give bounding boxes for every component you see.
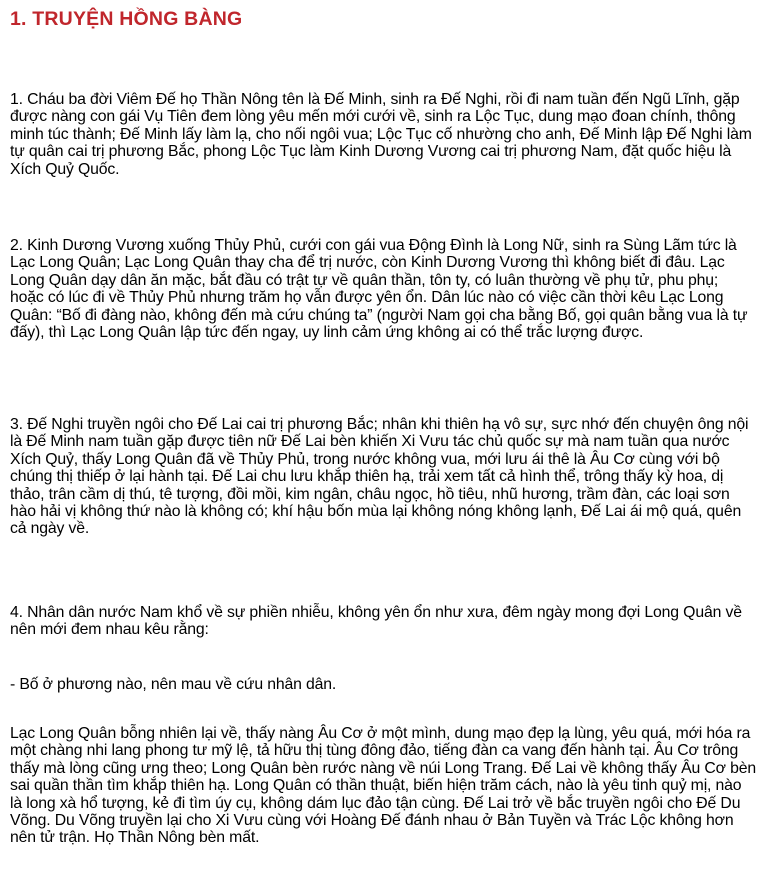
paragraph-3: 3. Đế Nghi truyền ngôi cho Đế Lai cai trị phương Bắc; nhân khi thiên hạ vô sự, sực nhớ đến chuyện ông nội là Đế Minh nam tuần gặp được tiên nữ Đế Lai bèn khiến Xi Vưu tác chủ quốc sự mà nam tuần qua nước Xích Quỷ, thấy Long Quân đã về Thủy Phủ, trong nước không vua, mới lưu ái thê là Âu Cơ cùng với bộ chúng thị thiếp ở lại hành tại. Đế Lai chu lưu khắp thiên hạ, trải xem tất cả hình thể, trông thấy kỳ hoa, dị thảo, trân cầm dị thú, tê tượng, đồi mồi, kim ngân, châu ngọc, hồ tiêu, nhũ hương, trầm đàn, các loại sơn hào hải vị không thứ nào là không có; khí hậu bốn mùa lại không nóng không lạnh, Đế Lai ái mộ quá, quên cả ngày về. [10,416,749,538]
paragraph-1: 1. Cháu ba đời Viêm Đế họ Thần Nông tên là Đế Minh, sinh ra Đế Nghi, rồi đi nam tuần đến Ngũ Lĩnh, gặp được nàng con gái Vụ Tiên đem lòng yêu mến mới cưới về, sinh ra Lộc Tục, dung mạo đoan chính, thông minh túc thành; Đế Minh lấy làm lạ, cho nối ngôi vua; Lộc Tục cố nhường cho anh, Đế Minh lập Đế Nghi làm tự quân cai trị phương Bắc, phong Lộc Tục làm Kinh Dương Vương cai trị phương Nam, đặt quốc hiệu là Xích Quỷ Quốc. [10,91,752,178]
paragraph-2: 2. Kinh Dương Vương xuống Thủy Phủ, cưới con gái vua Động Đình là Long Nữ, sinh ra Sùng Lãm tức là Lạc Long Quân; Lạc Long Quân thay cha để trị nước, còn Kinh Dương Vương thì không biết đi đâu. Lạc Long Quân dạy dân ăn mặc, bắt đầu có trật tự về quân thần, tôn ty, có luân thường về phụ tử, phu phụ; hoặc có lúc đi về Thủy Phủ nhưng trăm họ vẫn được yên ổn. Dân lúc nào có việc cần thời kêu Lạc Long Quân: “Bố đi đàng nào, không đến mà cứu chúng ta” (người Nam gọi cha bằng Bố, gọi quân bằng vua là tự đấy), thì Lạc Long Quân lập tức đến ngay, uy linh cảm ứng không ai có thể trắc lượng được. [10,237,748,342]
paragraph-5: - Bố ở phương nào, nên mau về cứu nhân dân. [10,676,337,693]
document-title: 1. TRUYỆN HỒNG BÀNG [10,8,243,30]
paragraph-4: 4. Nhân dân nước Nam khổ về sự phiền nhiễu, không yên ổn như xưa, đêm ngày mong đợi Long Quân về nên mới đem nhau kêu rằng: [10,604,742,639]
paragraph-6: Lạc Long Quân bỗng nhiên lại về, thấy nàng Âu Cơ ở một mình, dung mạo đẹp lạ lùng, yêu quá, mới hóa ra một chàng nhi lang phong tư mỹ lệ, tả hữu thị tùng đông đảo, tiếng đàn ca vang đến hành tại. Âu Cơ trông thấy mà lòng cũng ưng theo; Long Quân bèn rước nàng về núi Long Trang. Đế Lai về không thấy Âu Cơ bèn sai quần thần tìm khắp thiên hạ. Long Quân có thần thuật, biến hiện trăm cách, nào là yêu tinh quỷ mị, nào là long xà hổ tượng, kẻ đi tìm úy cụ, không dám lục đảo tận cùng. Đế Lai trở về bắc truyền ngôi cho Đế Du Võng. Du Võng truyền lại cho Xi Vưu cùng với Hoàng Đế đánh nhau ở Bản Tuyền và Trác Lộc không hơn nên tử trận. Họ Thần Nông bèn mất. [10,725,756,847]
